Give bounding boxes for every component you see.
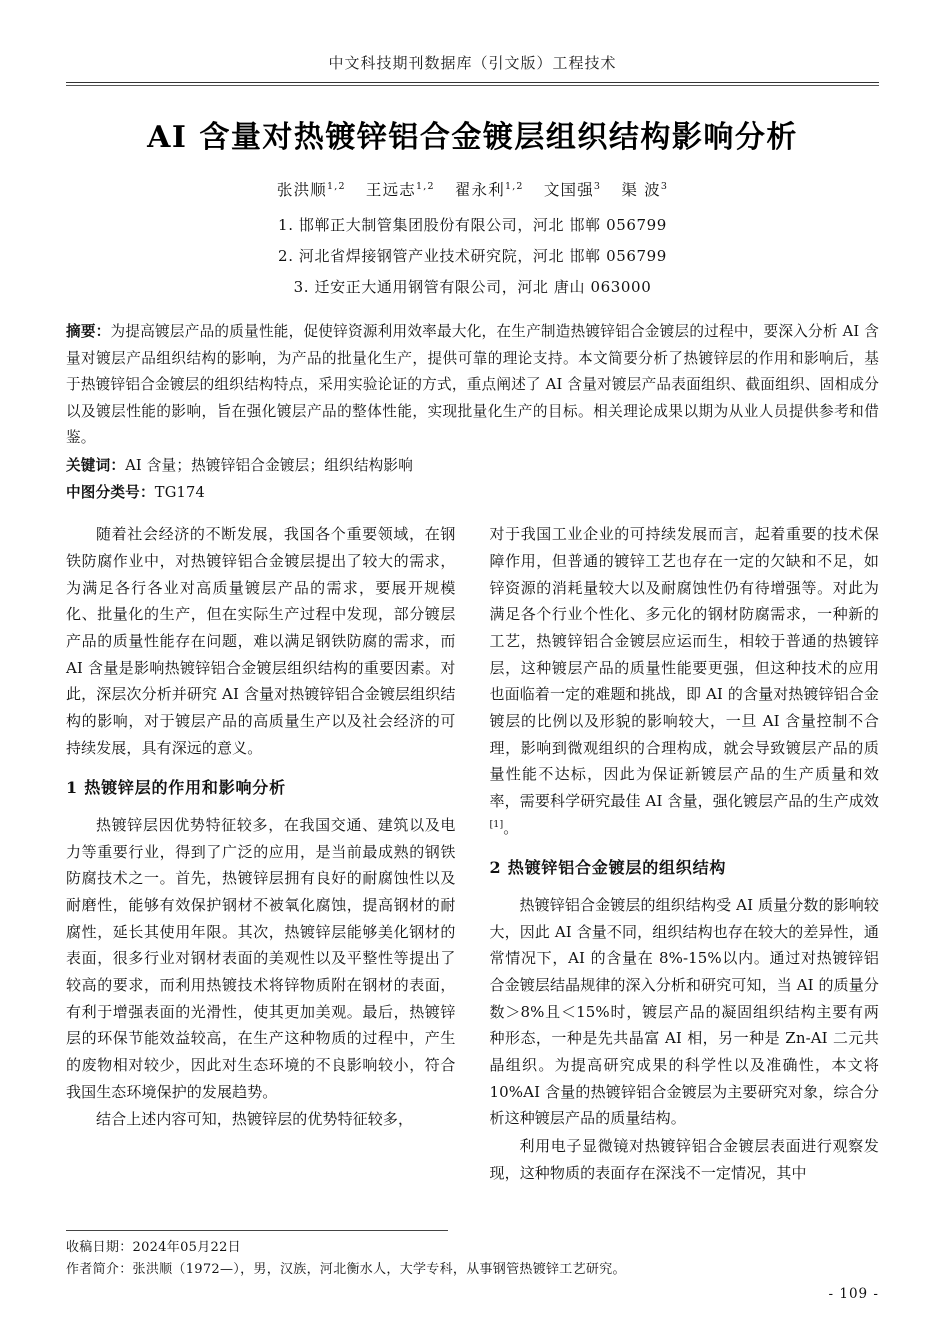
affiliation-2: 2. 河北省焊接钢管产业技术研究院，河北 邯郸 056799	[278, 247, 667, 265]
keywords-label: 关键词：	[66, 456, 126, 474]
author-list	[66, 178, 879, 200]
clc-label: 中图分类号：	[66, 484, 155, 502]
author-bio	[66, 1259, 666, 1282]
page-title: AI 含量对热镀锌铝合金镀层组织结构影响分析	[147, 120, 798, 155]
received-date	[66, 1237, 666, 1260]
author-affil-marker: 3	[660, 180, 669, 192]
page-number: - 109 -	[828, 1286, 879, 1302]
running-head: 中文科技期刊数据库（引文版）工程技术	[328, 54, 617, 72]
abstract-text: 为提高镀层产品的质量性能，促使锌资源利用效率最大化，在生产制造热镀锌铝合金镀层的过程中，要深入分析 AI 含量对镀层产品组织结构的影响，为产品的批量化生产，提供可靠的理论支持。本文简要分析了热镀锌层的作用和影响后，基于热镀锌铝合金镀层的组织结构特点，采用实验论证的方式，重点阐述了 AI 含量对镀层产品表面组织、截面组织、固相成分以及镀层性能的影响，旨在强化镀层产品的整体性能，实现批量化生产的目标。相关理论成果以期为从业人员提供参考和借鉴。	[66, 323, 879, 447]
column-right	[490, 521, 880, 1211]
section-heading-1: 1 热镀锌层的作用和影响分析	[66, 778, 286, 798]
paragraph: 随着社会经济的不断发展，我国各个重要领域，在钢铁防腐作业中，对热镀锌铝合金镀层提出了较大的需求，为满足各行各业对高质量镀层产品的需求，要展开规模化、批量化的生产，但在实际生产过程中发现，部分镀层产品的质量性能存在问题，难以满足钢铁防腐的需求，而 AI 含量是影响热镀锌铝合金镀层组织结构的重要因素。对此，深层次分析并研究 AI 含量对热镀锌铝合金镀层组织结构的影响，对于镀层产品的高质量生产以及社会经济的可持续发展，具有深远的意义。	[66, 525, 456, 757]
paragraph: 热镀锌层因优势特征较多，在我国交通、建筑以及电力等重要行业，得到了广泛的应用，是当前最成熟的钢铁防腐技术之一。首先，热镀锌层拥有良好的耐腐蚀性以及耐磨性，能够有效保护钢材不被氧化腐蚀，提高钢材的耐腐性，延长其使用年限。其次，热镀锌层能够美化钢材的表面，很多行业对钢材表面的美观性以及平整性等提出了较高的要求，而利用热镀技术将锌物质附在钢材的表面，有利于增强表面的光滑性，使其更加美观。最后，热镀锌层的环保节能效益较高，在生产这种物质的过程中，产生的废物相对较少，因此对生态环境的不良影响较小，符合我国生态环境保护的发展趋势。	[66, 815, 456, 1101]
author-item: 张洪顺$^{1,2}$	[276, 180, 346, 199]
paragraph-tail: 。	[503, 818, 519, 837]
bio-label: 作者简介：	[66, 1262, 133, 1278]
body-columns	[66, 521, 879, 1211]
author-affil-marker: 1,2	[415, 180, 435, 192]
paragraph: 结合上述内容可知，热镀锌层的优势特征较多，	[96, 1110, 414, 1129]
paragraph: 热镀锌铝合金镀层的组织结构受 AI 质量分数的影响较大，因此 AI 含量不同，组织结构也存在较大的差异性，通常情况下，AI 的含量在 8%-15%以内。通过对热镀锌铝合金镀层结晶规律的深入分析和研究可知，当 AI 的质量分数＞8%且＜15%时，镀层产品的凝固组织结构主要有两种形态，一种是先共晶富 AI 相，另一种是 Zn-AI 二元共晶组织。为提高研究成果的科学性以及准确性，本文将 10%AI 含量的热镀锌铝合金镀层为主要研究对象，综合分析这种镀层产品的质量结构。	[489, 895, 879, 1128]
affiliation-3: 3. 迁安正大通用钢管有限公司，河北 唐山 063000	[293, 278, 652, 296]
clc-text: TG174	[154, 484, 206, 502]
received-label: 收稿日期：	[66, 1239, 133, 1255]
header-rule-thick	[66, 82, 879, 83]
keywords-text: AI 含量；热镀锌铝合金镀层；组织结构影响	[125, 456, 414, 474]
author-item: 王远志$^{1,2}$	[365, 180, 435, 199]
column-left	[66, 521, 456, 1211]
footnote-rule	[66, 1230, 448, 1231]
bio-value: 张洪顺（1972—），男，汉族，河北衡水人，大学专科，从事钢管热镀锌工艺研究。	[132, 1262, 626, 1278]
paragraph	[490, 521, 880, 841]
author-item: 渠 波$^3$	[621, 180, 669, 199]
section-heading-2: 2 热镀锌铝合金镀层的组织结构	[489, 858, 727, 878]
header-rule-thin	[66, 85, 879, 86]
author-affil-marker: 3	[593, 180, 602, 192]
footnotes	[66, 1230, 666, 1283]
received-value: 2024年05月22日	[132, 1239, 241, 1255]
author-affil-marker: 1,2	[327, 180, 346, 192]
author-item: 翟永利$^{1,2}$	[454, 180, 524, 199]
paragraph: 利用电子显微镜对热镀锌铝合金镀层表面进行观察发现，这种物质的表面存在深浅不一定情况，其中	[489, 1137, 879, 1182]
abstract	[66, 319, 879, 452]
clc-number	[66, 479, 879, 507]
author-affil-marker: 1,2	[504, 180, 524, 192]
citation-ref: [1]	[489, 818, 504, 830]
keywords	[66, 452, 879, 480]
paragraph-text: 对于我国工业企业的可持续发展而言，起着重要的技术保障作用，但普通的镀锌工艺也存在一定的欠缺和不足，如锌资源的消耗量较大以及耐腐蚀性仍有待增强等。对此为满足各个行业个性化、多元化的钢材防腐需求，一种新的工艺，热镀锌铝合金镀层应运而生，相较于普通的热镀锌层，这种镀层产品的质量性能要更强，但这种技术的应用也面临着一定的难题和挑战，即 AI 的含量对热镀锌铝合金镀层的比例以及形貌的影响较大，一旦 AI 含量控制不合理，影响到微观组织的合理构成，就会导致镀层产品的质量性能不达标，因此为保证新镀层产品的生产质量和效率，需要科学研究最佳 AI 含量，强化镀层产品的生产成效	[489, 525, 879, 811]
author-item: 文国强$^3$	[543, 180, 602, 199]
affiliation-1: 1. 邯郸正大制管集团股份有限公司，河北 邯郸 056799	[278, 216, 667, 234]
abstract-label: 摘要：	[66, 323, 111, 340]
